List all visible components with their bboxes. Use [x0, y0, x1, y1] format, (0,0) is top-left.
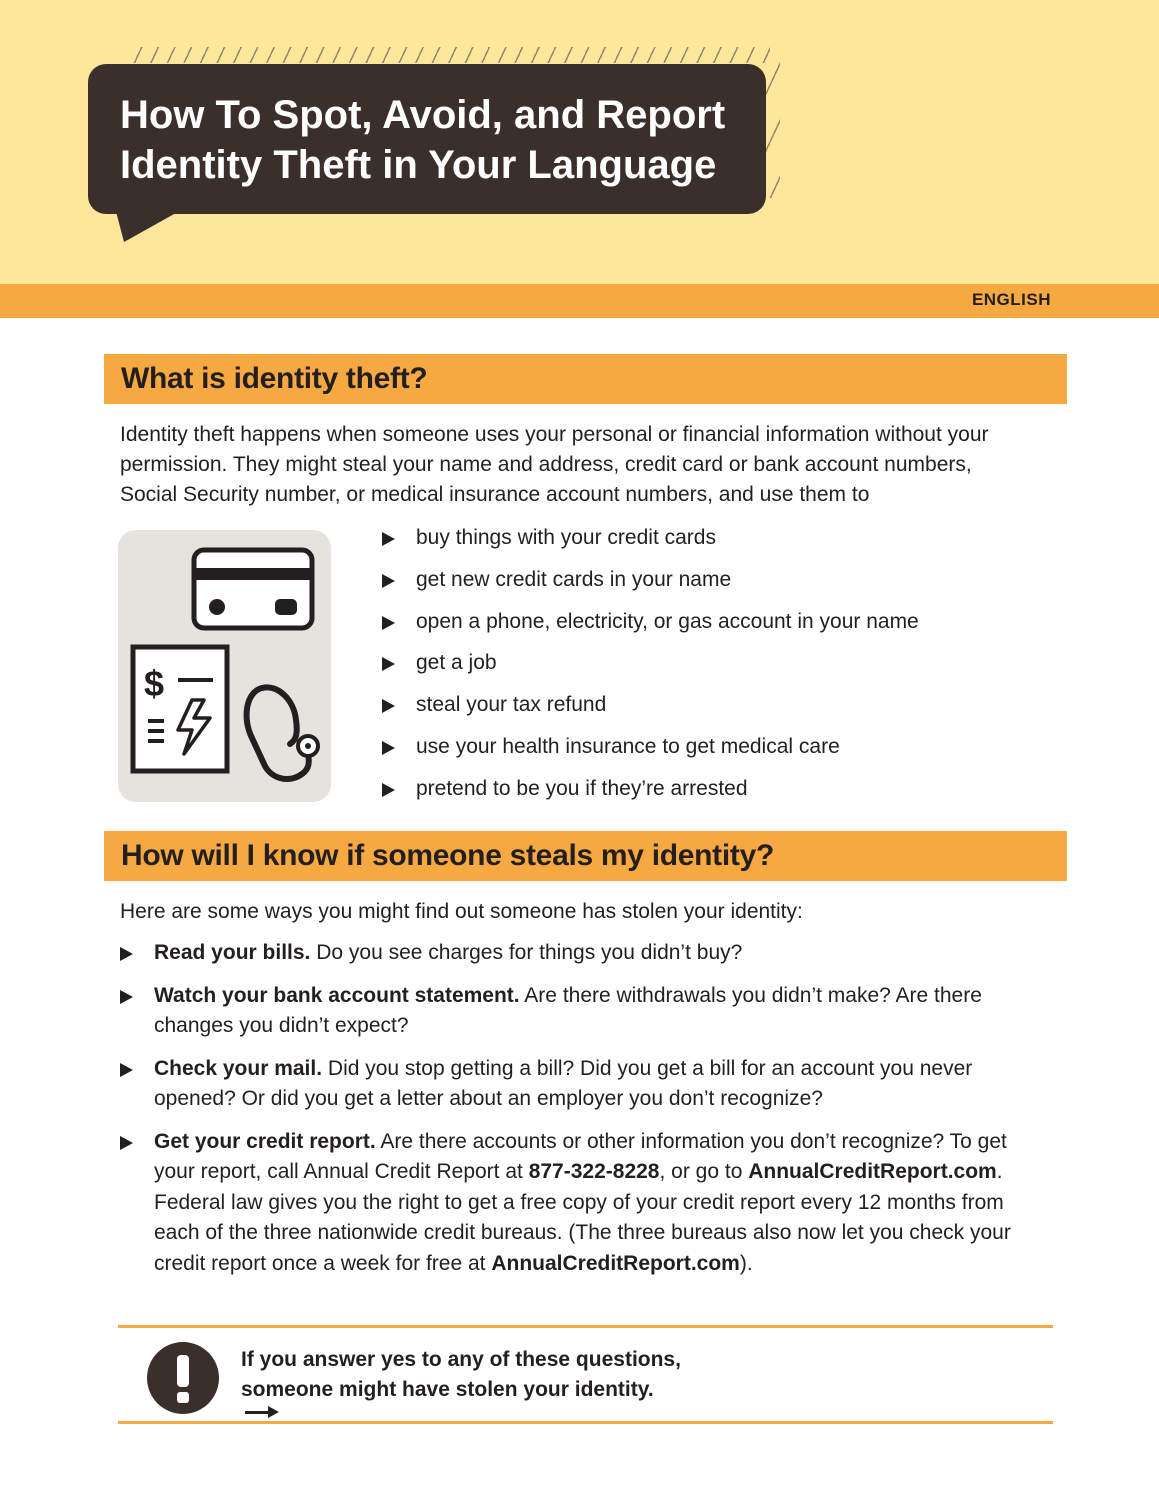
list-item-text: open a phone, electricity, or gas account in your name	[416, 609, 919, 633]
intro-paragraph: Identity theft happens when someone uses your personal or financial information without your permission. They might steal your name and address, credit card or bank account numbers, Social Security number, or medical insurance account numbers, and use them to	[120, 423, 989, 506]
callout-divider-bottom	[118, 1421, 1053, 1424]
list-item-text: , or go to	[659, 1160, 749, 1183]
warning-signs-list	[120, 938, 1020, 1291]
callout-message	[241, 1345, 761, 1419]
list-item	[382, 522, 1062, 564]
exclamation-dot	[177, 1392, 189, 1403]
list-item-text: ).	[739, 1251, 753, 1275]
identity-misuse-list	[382, 522, 1062, 815]
exclamation-icon	[147, 1342, 219, 1414]
list-item-text: pretend to be you if they’re arrested	[416, 776, 748, 800]
list-item	[382, 647, 1062, 689]
list-item-text: get new credit cards in your name	[416, 567, 732, 591]
svg-text:$: $	[144, 663, 165, 704]
triangle-bullet-icon	[382, 783, 395, 797]
callout-divider-top	[118, 1325, 1053, 1328]
list-item-text: steal your tax refund	[416, 693, 607, 717]
list-item-lead: Watch your bank account statement.	[154, 983, 520, 1007]
list-item-text: use your health insurance to get medical care	[416, 734, 840, 758]
triangle-bullet-icon	[382, 574, 395, 588]
exclamation-bar	[177, 1355, 189, 1387]
list-item-text: Did you stop getting a bill? Did you get a bill for an account you never opened? Or did you get a letter about an employer you don’t recognize?	[154, 1056, 973, 1110]
right-arrow-icon	[245, 1405, 279, 1419]
identity-illustration	[118, 530, 331, 802]
list-item	[120, 1127, 1020, 1280]
callout-line2-wrap	[241, 1375, 761, 1419]
list-item-text: get a job	[416, 651, 497, 675]
bill-icon	[133, 647, 227, 771]
triangle-bullet-icon	[382, 741, 395, 755]
list-item	[382, 773, 1062, 815]
list-item-text: Are there withdrawals you didn’t make? Are there changes you didn’t expect?	[154, 983, 982, 1037]
list-item-text: . Federal law gives you the right to get a free copy of your credit report every 12 months from each of the three nationwide credit bureaus. (The three bureaus also now let you check your credit report once a week for free at	[154, 1160, 1011, 1275]
list-item	[382, 731, 1062, 773]
list-item	[120, 938, 1020, 969]
title-hatch-decoration	[130, 47, 770, 63]
signs-intro-paragraph: Here are some ways you might find out someone has stolen your identity:	[120, 900, 803, 923]
phone-number: 877-322-8228	[528, 1160, 660, 1183]
page-title-line2: Identity Theft in Your Language	[120, 143, 717, 187]
credit-card-icon	[194, 550, 312, 628]
page-title-line1: How To Spot, Avoid, and Report	[120, 93, 726, 137]
list-item	[382, 564, 1062, 606]
stethoscope-icon	[247, 687, 318, 779]
list-item-lead: Read your bills.	[154, 941, 311, 964]
section-header-what-is	[104, 354, 1067, 404]
triangle-bullet-icon	[382, 699, 395, 713]
triangle-bullet-icon	[382, 616, 395, 630]
list-item	[120, 1054, 1020, 1115]
triangle-bullet-icon	[120, 1136, 133, 1150]
callout-line1: If you answer yes to any of these questions,	[241, 1348, 681, 1371]
list-item	[120, 981, 1020, 1042]
section-heading: What is identity theft?	[121, 362, 428, 395]
triangle-bullet-icon	[120, 947, 133, 961]
list-item-lead: Check your mail.	[154, 1056, 323, 1080]
website-link: AnnualCreditReport.com	[748, 1160, 997, 1183]
list-item	[382, 606, 1062, 648]
list-item	[382, 689, 1062, 731]
section-heading: How will I know if someone steals my identity?	[121, 839, 774, 872]
triangle-bullet-icon	[120, 990, 133, 1004]
list-item-text: Do you see charges for things you didn’t buy?	[310, 941, 743, 964]
triangle-bullet-icon	[382, 532, 395, 546]
triangle-bullet-icon	[120, 1063, 133, 1077]
triangle-bullet-icon	[382, 657, 395, 671]
language-label: ENGLISH	[971, 290, 1051, 309]
list-item-text: buy things with your credit cards	[416, 526, 716, 549]
list-item-text: Are there accounts or other information you don’t recognize? To get your report, call Annual Credit Report at	[154, 1129, 1007, 1183]
list-item-lead: Get your credit report.	[154, 1129, 376, 1153]
page-title	[120, 90, 740, 190]
callout-line2: someone might have stolen your identity.	[241, 1378, 654, 1401]
section-header-how-will-i-know	[104, 831, 1067, 881]
website-link: AnnualCreditReport.com	[491, 1251, 740, 1275]
